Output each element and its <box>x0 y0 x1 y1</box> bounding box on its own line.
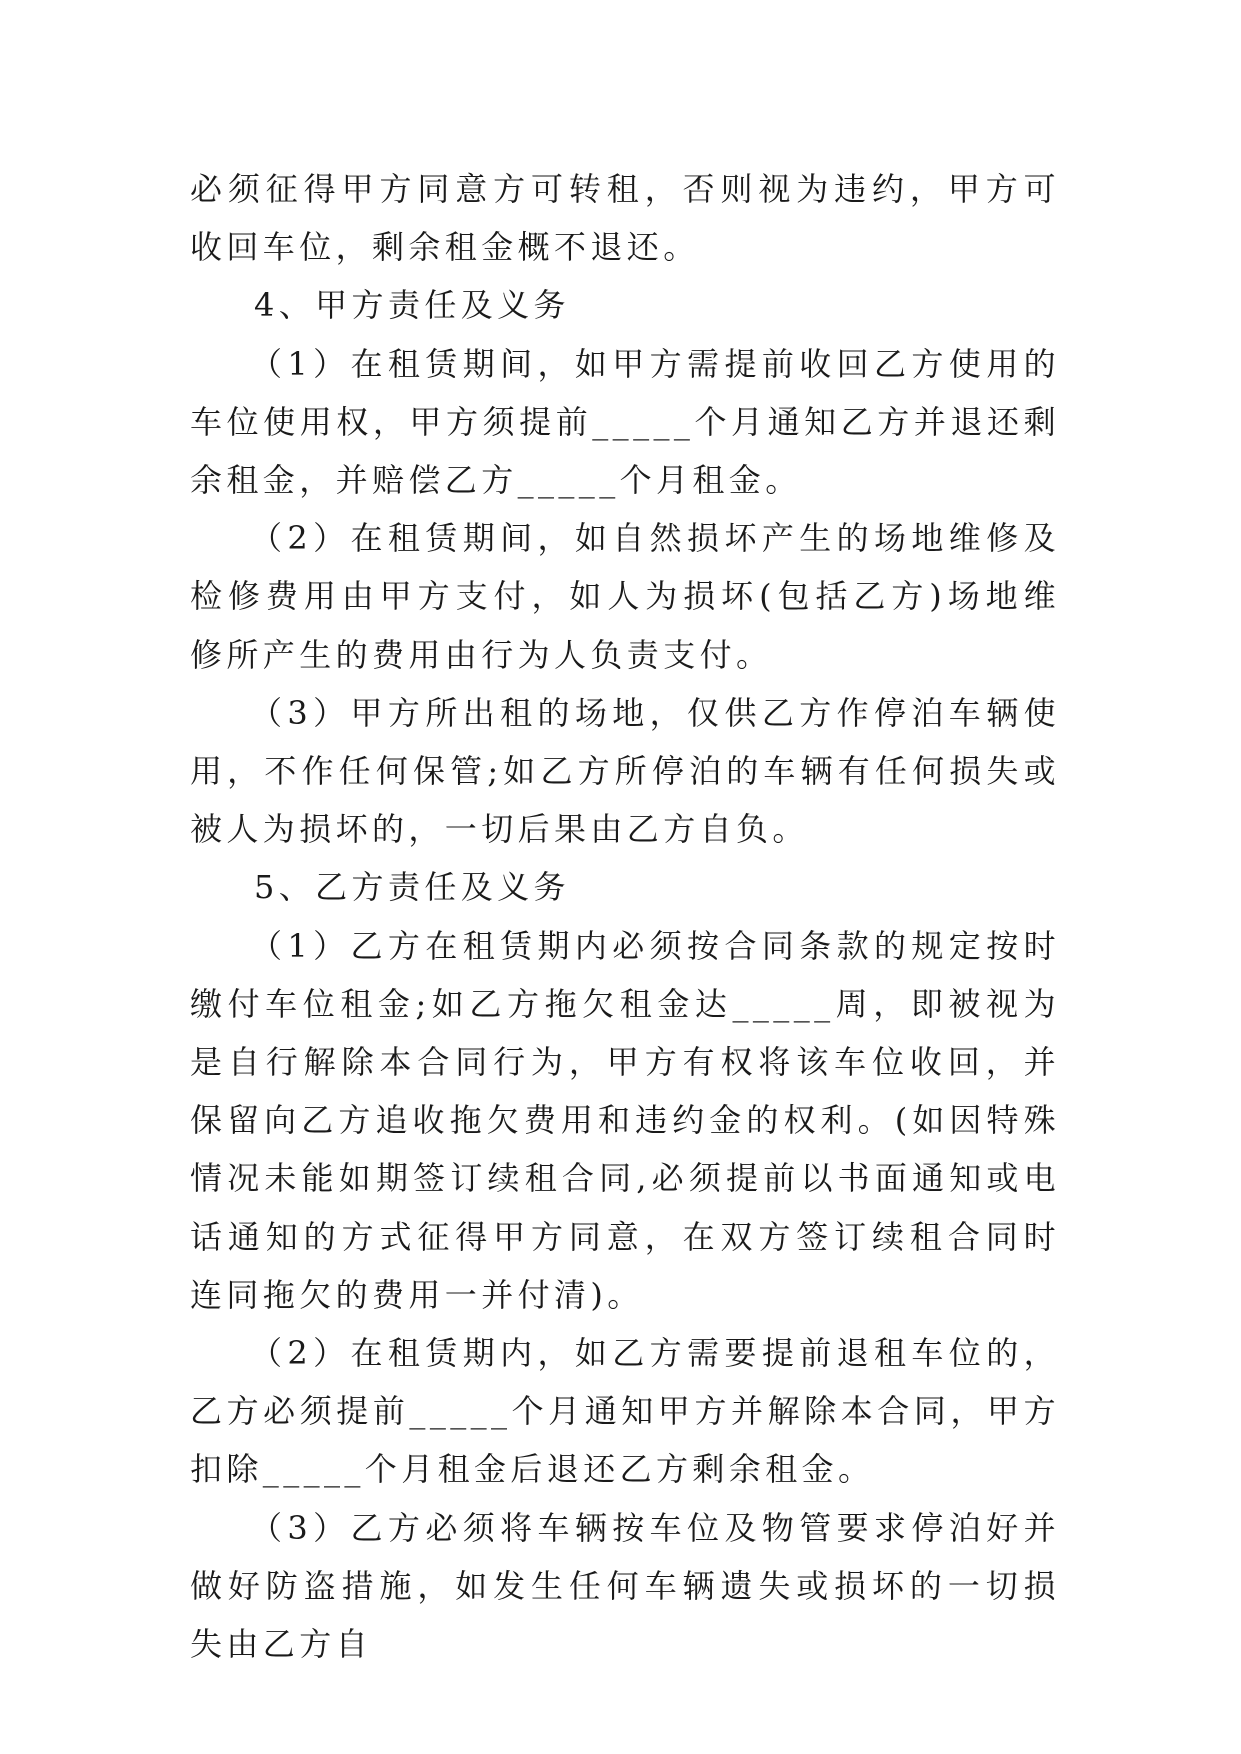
clause-4-1: （1）在租赁期间，如甲方需提前收回乙方使用的车位使用权，甲方须提前_____个月通知乙方并退还剩余租金，并赔偿乙方_____个月租金。 <box>190 344 1060 500</box>
clause-5-1: （1）乙方在租赁期内必须按合同条款的规定按时缴付车位租金;如乙方拖欠租金达_____周，即被视为是自行解除本合同行为，甲方有权将该车位收回，并保留向乙方追收拖欠费用和违约金的权利。(如因特殊情况未能如期签订续租合同,必须提前以书面通知或电话通知的方式征得甲方同意，在双方签订续租合同时连同拖欠的费用一并付清)。 <box>190 926 1060 1314</box>
clause-5-3: （3）乙方必须将车辆按车位及物管要求停泊好并做好防盗措施，如发生任何车辆遗失或损坏的一切损失由乙方自 <box>190 1508 1060 1664</box>
paragraph-continuation: 必须征得甲方同意方可转租，否则视为违约，甲方可收回车位，剩余租金概不退还。 <box>190 170 1060 267</box>
clause-5-2: （2）在租赁期内，如乙方需要提前退租车位的，乙方必须提前_____个月通知甲方并解除本合同，甲方扣除_____个月租金后退还乙方剩余租金。 <box>190 1334 1060 1489</box>
section-heading-party-b: 5、乙方责任及义务 <box>254 868 570 907</box>
document-page <box>190 160 1060 1673</box>
clause-4-3: （3）甲方所出租的场地，仅供乙方作停泊车辆使用，不作任何保管;如乙方所停泊的车辆有任何损失或被人为损坏的，一切后果由乙方自负。 <box>190 693 1060 849</box>
clause-4-2: （2）在租赁期间，如自然损坏产生的场地维修及检修费用由甲方支付，如人为损坏(包括乙方)场地维修所产生的费用由行为人负责支付。 <box>190 519 1060 674</box>
section-heading-party-a: 4、甲方责任及义务 <box>254 286 570 325</box>
